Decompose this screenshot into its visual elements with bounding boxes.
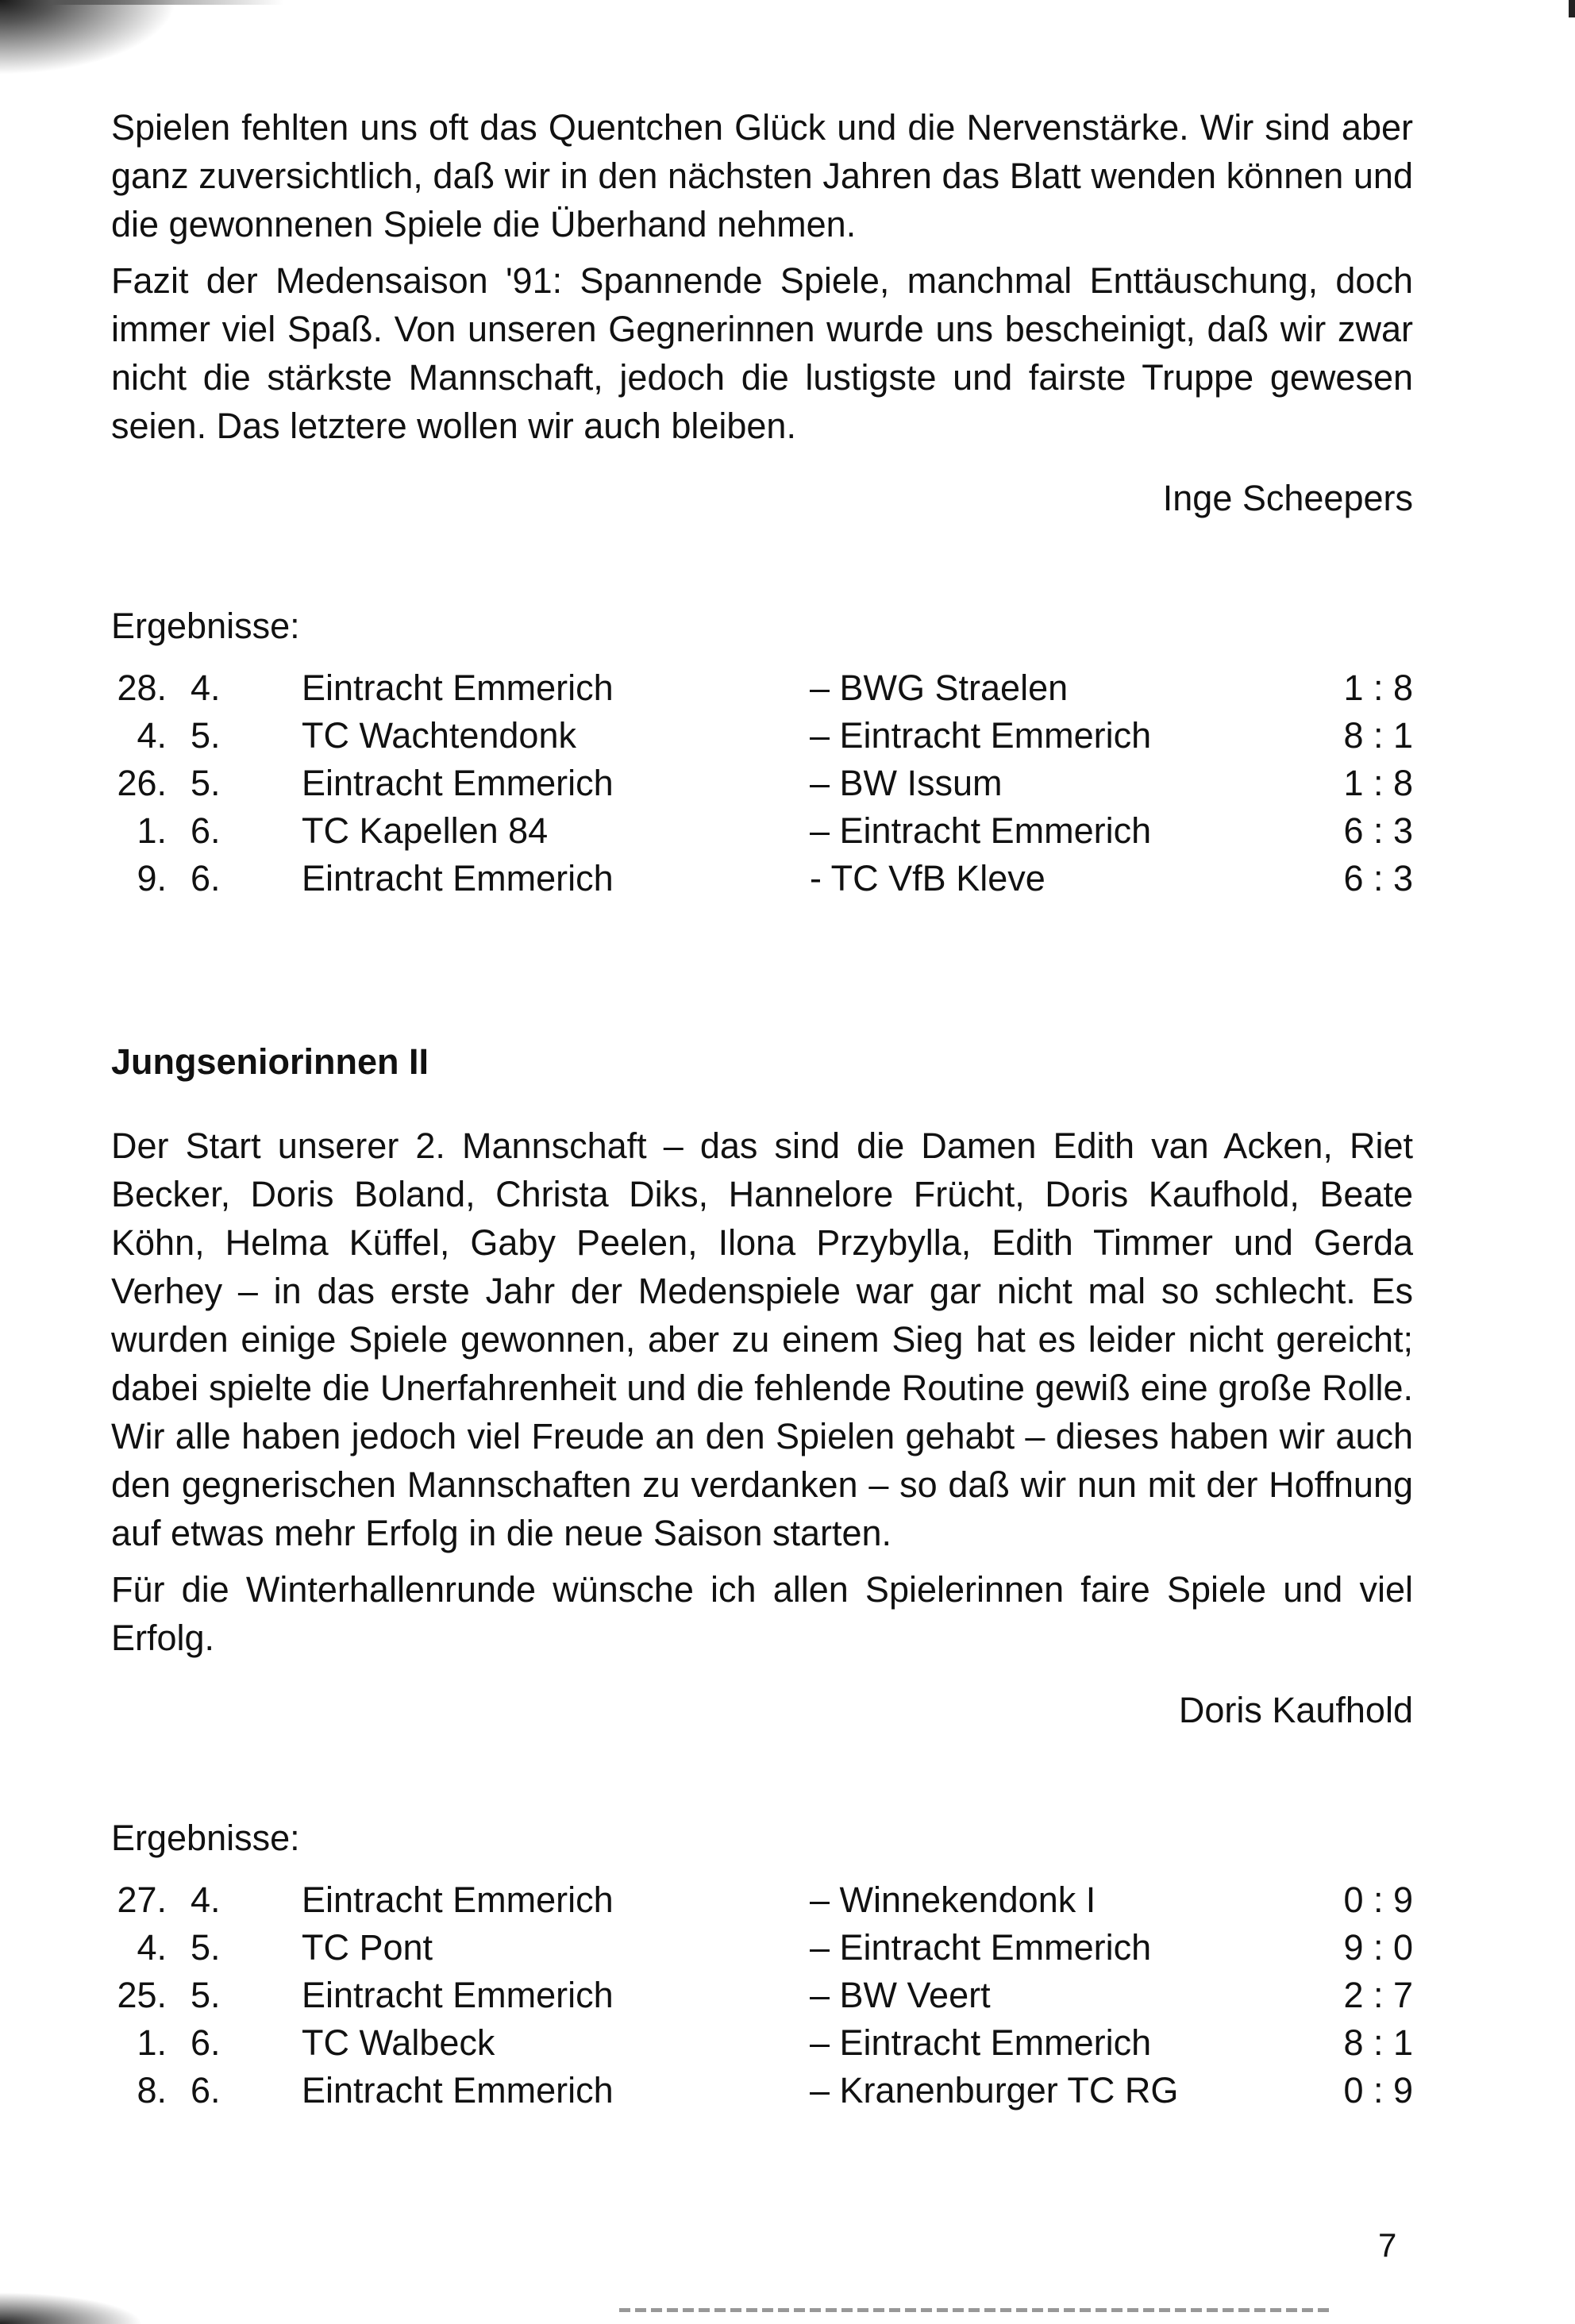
- table-row: [111, 1924, 1413, 1972]
- section-title: Jungseniorinnen II: [111, 1041, 429, 1082]
- section-results-heading: Ergebnisse:: [111, 1818, 300, 1858]
- result-day: 28.: [117, 668, 167, 708]
- result-home-team: Eintracht Emmerich: [302, 1975, 614, 2015]
- intro-paragraph-2: Fazit der Medensaison '91: Spannende Spiele, manchmal Enttäuschung, doch immer viel Spaß. Von unseren Gegnerinnen wurde uns bescheinigt, daß wir zwar nicht die stärkste Mannschaft, jedoch die lustigste und fairste Truppe gewesen seien. Das letztere wollen wir auch bleiben.: [111, 260, 1413, 446]
- result-away-team: – Eintracht Emmerich: [810, 2022, 1152, 2063]
- result-month-cell: [167, 1972, 270, 2019]
- intro-signature: Inge Scheepers: [1162, 478, 1413, 518]
- result-home-team: Eintracht Emmerich: [302, 1880, 614, 1920]
- result-month-cell: [167, 1924, 270, 1972]
- result-day: 9.: [137, 858, 167, 898]
- scan-mark-bottom: [619, 2308, 1334, 2312]
- result-home-team: TC Walbeck: [302, 2022, 495, 2063]
- result-day: 26.: [117, 763, 167, 803]
- result-home-team: Eintracht Emmerich: [302, 763, 614, 803]
- result-away-team: – Eintracht Emmerich: [810, 1927, 1152, 1968]
- result-home-team: TC Kapellen 84: [302, 810, 549, 851]
- result-away-team: – Eintracht Emmerich: [810, 810, 1152, 851]
- result-day: 8.: [137, 2070, 167, 2110]
- result-score: 0 : 9: [1343, 2070, 1413, 2110]
- section-paragraph-2: Für die Winterhallenrunde wünsche ich allen Spielerinnen faire Spiele und viel Erfolg.: [111, 1569, 1413, 1658]
- result-score: 6 : 3: [1343, 810, 1413, 851]
- section-signature: Doris Kaufhold: [1178, 1690, 1413, 1730]
- result-month-cell: [167, 760, 270, 807]
- result-month-cell: [167, 712, 270, 760]
- result-score: 2 : 7: [1343, 1975, 1413, 2015]
- scan-shadow-top-left: [0, 0, 206, 87]
- scan-edge-top: [0, 0, 1575, 5]
- intro-results-heading: Ergebnisse:: [111, 606, 300, 646]
- result-day: 25.: [117, 1975, 167, 2015]
- result-away-team: – Kranenburger TC RG: [810, 2070, 1179, 2110]
- intro-paragraph-1: Spielen fehlten uns oft das Quentchen Glück und die Nervenstärke. Wir sind aber ganz zuversichtlich, daß wir in den nächsten Jahren das Blatt wenden können und die gewonnenen Spiele die Überhand nehmen.: [111, 107, 1413, 244]
- table-row: [111, 1876, 1413, 1924]
- result-home-team: TC Pont: [302, 1927, 433, 1968]
- result-month: 5.: [191, 763, 221, 803]
- result-day: 4.: [137, 1927, 167, 1968]
- table-row: [111, 1972, 1413, 2019]
- table-row: [111, 2019, 1413, 2067]
- result-month-cell: [167, 807, 270, 855]
- result-score: 1 : 8: [1343, 763, 1413, 803]
- result-month-cell: [167, 2019, 270, 2067]
- result-month: 6.: [191, 810, 221, 851]
- scan-shadow-bottom-left: [0, 2292, 143, 2324]
- result-month: 4.: [191, 668, 221, 708]
- result-score: 1 : 8: [1343, 668, 1413, 708]
- result-day: 1.: [137, 2022, 167, 2063]
- table-row: [111, 2067, 1413, 2114]
- result-score: 8 : 1: [1343, 715, 1413, 756]
- table-row: [111, 712, 1413, 760]
- result-home-team: Eintracht Emmerich: [302, 858, 614, 898]
- result-month: 4.: [191, 1880, 221, 1920]
- table-row: [111, 855, 1413, 902]
- result-away-team: – BW Veert: [810, 1975, 991, 2015]
- page-number: 7: [1378, 2226, 1397, 2264]
- result-score: 6 : 3: [1343, 858, 1413, 898]
- result-away-team: - TC VfB Kleve: [810, 858, 1046, 898]
- result-month: 6.: [191, 2022, 221, 2063]
- intro-section: [111, 103, 1413, 902]
- table-row: [111, 760, 1413, 807]
- result-month-cell: [167, 855, 270, 902]
- table-row: [111, 664, 1413, 712]
- section-paragraph-1: Der Start unserer 2. Mannschaft – das sind die Damen Edith van Acken, Riet Becker, Doris Boland, Christa Diks, Hannelore Frücht, Doris Kaufhold, Beate Köhn, Helma Küffel, Gaby Peelen, Ilona Przybylla, Edith Timmer und Gerda Verhey – in das erste Jahr der Medenspiele war gar nicht mal so schlecht. Es wurden einige Spiele gewonnen, aber zu einem Sieg hat es leider nicht gereicht; dabei spielte die Unerfahrenheit und die fehlende Routine gewiß eine große Rolle. Wir alle haben jedoch viel Freude an den Spielen gehabt – dieses haben wir auch den gegnerischen Mannschaften zu verdanken – so daß wir nun mit der Hoffnung auf etwas mehr Erfolg in die neue Saison starten.: [111, 1125, 1413, 1553]
- result-day: 27.: [117, 1880, 167, 1920]
- document-page: [111, 103, 1413, 2114]
- result-score: 0 : 9: [1343, 1880, 1413, 1920]
- scan-mark-top-right: [1569, 0, 1575, 17]
- jungseniorinnen-ii-section: [111, 1037, 1413, 2114]
- section-results-table: [111, 1876, 1413, 2114]
- result-month: 5.: [191, 715, 221, 756]
- result-score: 9 : 0: [1343, 1927, 1413, 1968]
- result-home-team: TC Wachtendonk: [302, 715, 576, 756]
- result-day: 4.: [137, 715, 167, 756]
- result-away-team: – Eintracht Emmerich: [810, 715, 1152, 756]
- result-away-team: – BWG Straelen: [810, 668, 1069, 708]
- result-month-cell: [167, 664, 270, 712]
- table-row: [111, 807, 1413, 855]
- result-home-team: Eintracht Emmerich: [302, 668, 614, 708]
- result-day: 1.: [137, 810, 167, 851]
- result-score: 8 : 1: [1343, 2022, 1413, 2063]
- result-month-cell: [167, 1876, 270, 1924]
- result-month-cell: [167, 2067, 270, 2114]
- result-month: 6.: [191, 2070, 221, 2110]
- result-away-team: – BW Issum: [810, 763, 1003, 803]
- result-month: 6.: [191, 858, 221, 898]
- result-month: 5.: [191, 1927, 221, 1968]
- result-away-team: – Winnekendonk I: [810, 1880, 1096, 1920]
- result-home-team: Eintracht Emmerich: [302, 2070, 614, 2110]
- intro-results-table: [111, 664, 1413, 902]
- result-month: 5.: [191, 1975, 221, 2015]
